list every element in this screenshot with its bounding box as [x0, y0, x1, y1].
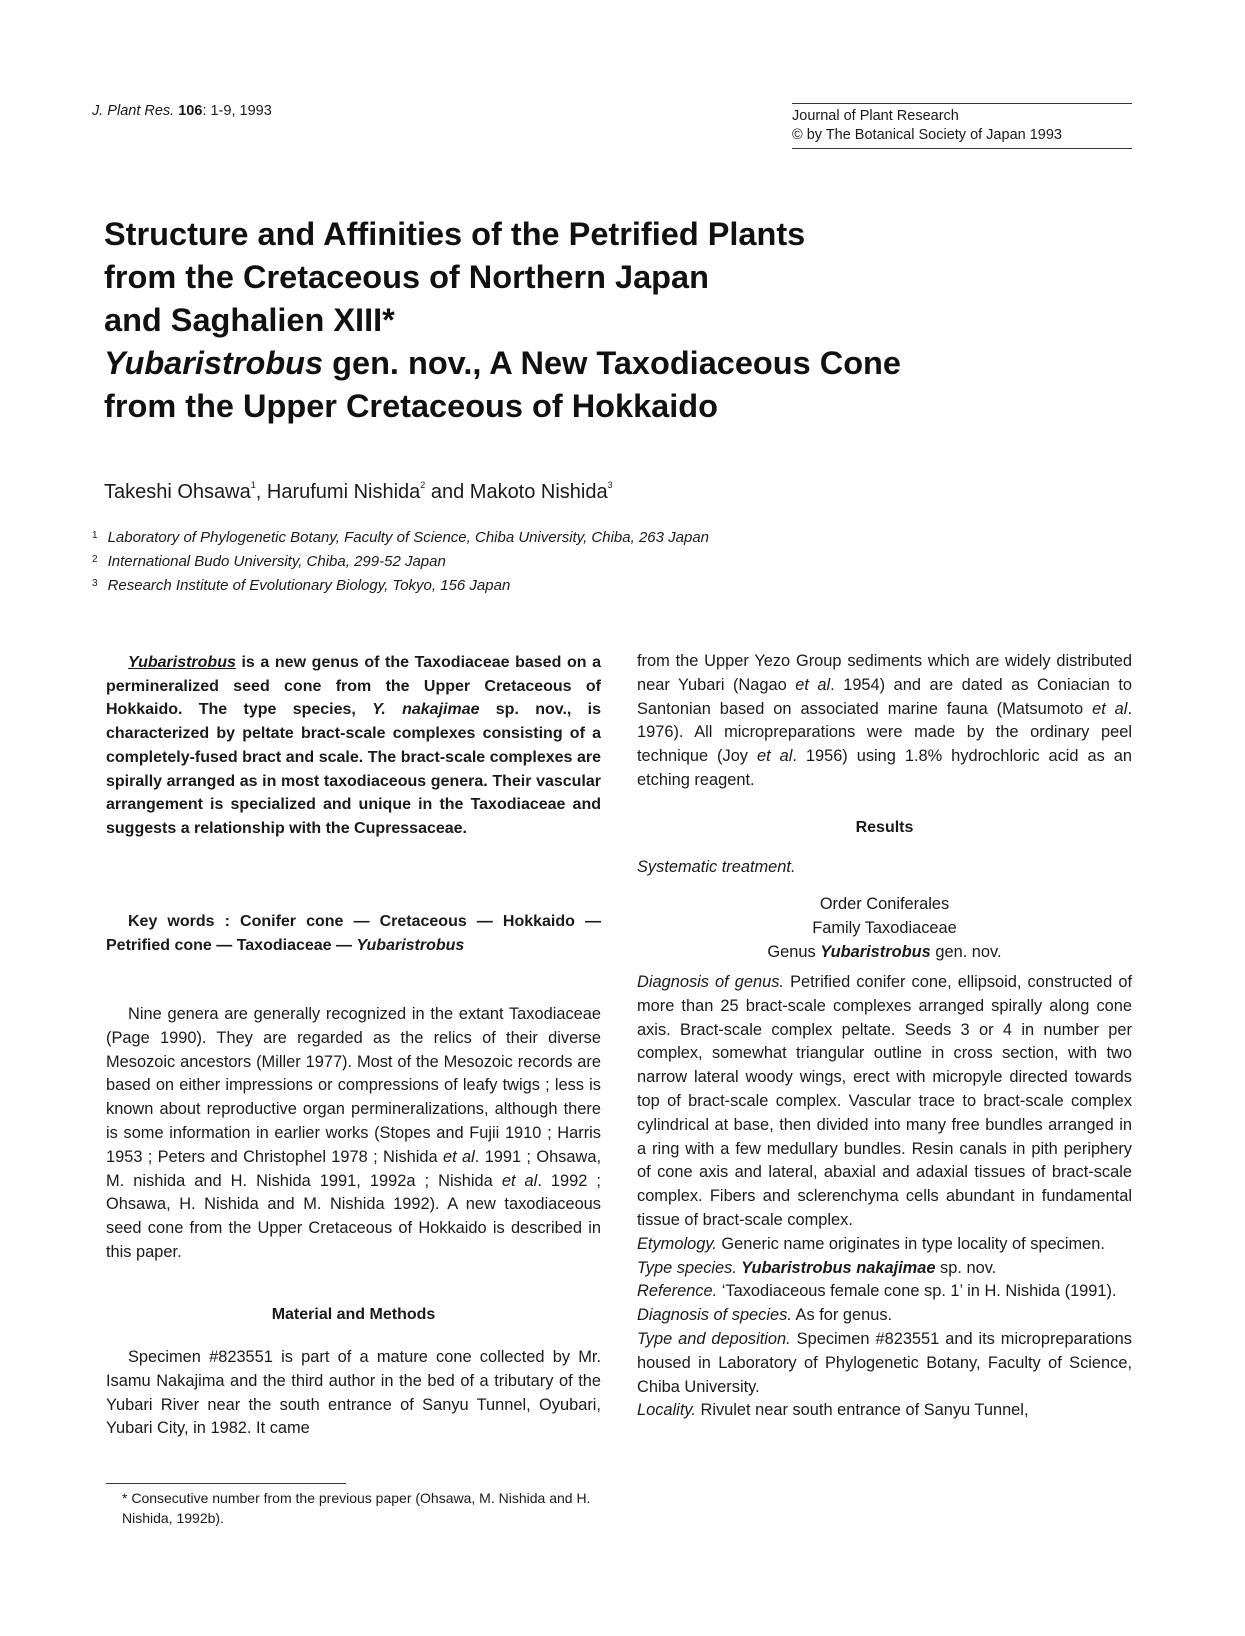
footnote: * Consecutive number from the previous paper (Ohsawa, M. Nishida and H. Nishida, 1992b).	[122, 1490, 591, 1526]
author-2-affil-mark: 2	[420, 480, 426, 490]
taxonomy-block	[637, 893, 1132, 964]
copyright: © by The Botanical Society of Japan 1993	[792, 127, 1062, 143]
diagnosis	[637, 971, 1132, 1423]
genus	[637, 941, 1132, 965]
family: Family Taxodiaceae	[812, 918, 957, 937]
genus-suffix: gen. nov.	[930, 942, 1002, 961]
title-line-4	[104, 342, 1104, 385]
materials-text	[106, 1346, 601, 1441]
deposition-label: Type and deposition.	[637, 1329, 791, 1348]
abstract	[106, 651, 601, 841]
footnote-rule	[106, 1483, 346, 1484]
methods-continued	[637, 650, 1132, 793]
abstract-text-2: sp. nov., is characterized by peltate bract-scale complexes consisting of a completely-fused bract and scale. The bract-scale complexes are spirally arranged as in most taxodiaceous genera. Their vascular arrangement is specialized and unique in the Taxodiaceae and suggests a relationship with the Cupressaceae.	[106, 701, 601, 837]
affiliation-1-num: 1	[92, 530, 98, 541]
diagnosis-species-text: As for genus.	[791, 1306, 893, 1325]
author-1-affil-mark: 1	[250, 480, 256, 490]
type-species-suffix: sp. nov.	[935, 1258, 997, 1277]
methods-text-2: . 1954) and are dated as Coniacian to Santonian based on associated marine fauna (Matsumoto	[637, 675, 1133, 718]
systematic-treatment: Systematic treatment.	[637, 858, 796, 876]
reference-text: ‘Taxodiaceous female cone sp. 1’ in H. Nishida (1991).	[717, 1282, 1117, 1301]
intro-etal-1: et al	[442, 1147, 475, 1166]
title-line-3: and Saghalien XIII*	[104, 302, 395, 338]
keywords	[106, 910, 601, 957]
journal-name: Journal of Plant Research	[792, 108, 959, 124]
locality-text: Rivulet near south entrance of Sanyu Tunnel,	[695, 1401, 1029, 1420]
abstract-text-1: is a new genus of the Taxodiaceae based on a permineralized seed cone from the Upper Cretaceous of Hokkaido. The type species,	[106, 654, 601, 719]
materials-heading: Material and Methods	[271, 1306, 436, 1323]
keywords-label: Key words :	[128, 913, 230, 930]
diagnosis-genus-label: Diagnosis of genus.	[637, 973, 784, 991]
intro-text-3: . 1992 ; Ohsawa, H. Nishida and M. Nishida 1992). A new taxodiaceous seed cone from the Upper Cretaceous of Hokkaido is described in this paper.	[106, 1171, 601, 1261]
citation-pages: : 1-9, 1993	[202, 103, 272, 119]
affiliation-3-num: 3	[92, 578, 98, 589]
methods-etal-3: et al	[756, 747, 793, 766]
diagnosis-species-label: Diagnosis of species.	[637, 1306, 792, 1325]
type-species-label: Type species.	[637, 1258, 737, 1277]
affiliation-3-text: Research Institute of Evolutionary Biology, Tokyo, 156 Japan	[107, 577, 511, 594]
etymology-label: Etymology.	[637, 1234, 717, 1253]
title-line-4-rest: gen. nov., A New Taxodiaceous Cone	[323, 345, 901, 381]
locality-label: Locality.	[637, 1401, 696, 1420]
keywords-terms: Conifer cone — Cretaceous — Hokkaido — Petrified cone — Taxodiaceae —	[106, 913, 602, 954]
affiliation-2-num: 2	[92, 554, 98, 565]
order: Order Coniferales	[819, 895, 950, 913]
type-species-name: Yubaristrobus nakajimae	[736, 1258, 936, 1277]
intro-text-2: . 1991 ; Ohsawa, M. nishida and H. Nishida 1991, 1992a ; Nishida	[106, 1147, 602, 1190]
deposition-text: Specimen #823551 and its micropreparations housed in Laboratory of Phylogenetic Botany, Faculty of Science, Chiba University.	[637, 1329, 1132, 1396]
methods-text-3: . 1976). All micropreparations were made by the ordinary peel technique (Joy	[637, 699, 1132, 766]
author-3: and Makoto Nishida	[425, 481, 608, 503]
affiliation-1-text: Laboratory of Phylogenetic Botany, Faculty of Science, Chiba University, Chiba, 263 Japan	[107, 529, 710, 546]
methods-etal-1: et al	[795, 675, 831, 694]
methods-text-1: from the Upper Yezo Group sediments which are widely distributed near Yubari (Nagao	[637, 652, 1132, 694]
journal-box	[792, 103, 1132, 149]
results-heading: Results	[855, 819, 914, 836]
page-title	[104, 213, 1104, 428]
author-2: , Harufumi Nishida	[255, 481, 421, 503]
methods-etal-2: et al	[1092, 699, 1128, 718]
authors	[104, 480, 613, 504]
materials-paragraph: Specimen #823551 is part of a mature cone collected by Mr. Isamu Nakajima and the third author in the bed of a tributary of the Yubari River near the south entrance of Sanyu Tunnel, Oyubari, Yubari City, in 1982. It came	[106, 1348, 601, 1438]
title-genus: Yubaristrobus	[104, 345, 324, 381]
introduction	[106, 1003, 601, 1265]
keywords-genus: Yubaristrobus	[356, 936, 465, 954]
title-line-1: Structure and Affinities of the Petrified Plants	[104, 216, 806, 252]
affiliation-2-text: International Budo University, Chiba, 299-52 Japan	[107, 553, 446, 570]
abstract-species: Y. nakajimae	[372, 701, 480, 719]
affiliation-2	[92, 553, 446, 570]
diagnosis-genus-text: Petrified conifer cone, ellipsoid, constructed of more than 25 bract-scale complexes arranged spirally along cone axis. Bract-scale complex peltate. Seeds 3 or 4 in number per complex, somewhat triangular outline in cross section, with two narrow lateral woody wings, erect with micropyle directed towards top of bract-scale complex. Vascular trace to bract-scale complex cylindrical at base, then divided into many free bundles arranged in a ring with a few medullary bundles. Resin canals in pith periphery of cone axis and lateral, abaxial and adaxial tissues of bract-scale complex. Fibers and sclerenchyma cells abundant in fundamental tissue of bract-scale complex.	[637, 973, 1133, 1229]
affiliation-1	[92, 529, 709, 546]
genus-name: Yubaristrobus	[820, 942, 931, 961]
intro-etal-2: et al	[501, 1171, 538, 1190]
intro-text-1: Nine genera are generally recognized in the extant Taxodiaceae (Page 1990). They are regarded as the relics of their diverse Mesozoic ancestors (Miller 1977). Most of the Mesozoic records are based on either impressions or compressions of leafy twigs ; less is known about reproductive organ permineralizations, although there is some information in earlier works (Stopes and Fujii 1910 ; Harris 1953 ; Peters and Christophel 1978 ; Nishida	[106, 1005, 601, 1166]
abstract-genus: Yubaristrobus	[128, 654, 236, 671]
title-line-2: from the Cretaceous of Northern Japan	[104, 259, 709, 295]
citation-journal: J. Plant Res.	[92, 103, 175, 119]
methods-text-4: . 1956) using 1.8% hydrochloric acid as an etching reagent.	[637, 747, 1132, 789]
genus-label: Genus	[767, 942, 821, 961]
citation-volume: 106	[178, 103, 203, 119]
citation	[92, 103, 272, 119]
author-1: Takeshi Ohsawa	[104, 481, 251, 503]
title-line-5: from the Upper Cretaceous of Hokkaido	[104, 388, 718, 424]
reference-label: Reference.	[637, 1282, 718, 1301]
author-3-affil-mark: 3	[607, 480, 613, 490]
affiliation-3	[92, 577, 510, 594]
etymology-text: Generic name originates in type locality of specimen.	[716, 1234, 1105, 1253]
